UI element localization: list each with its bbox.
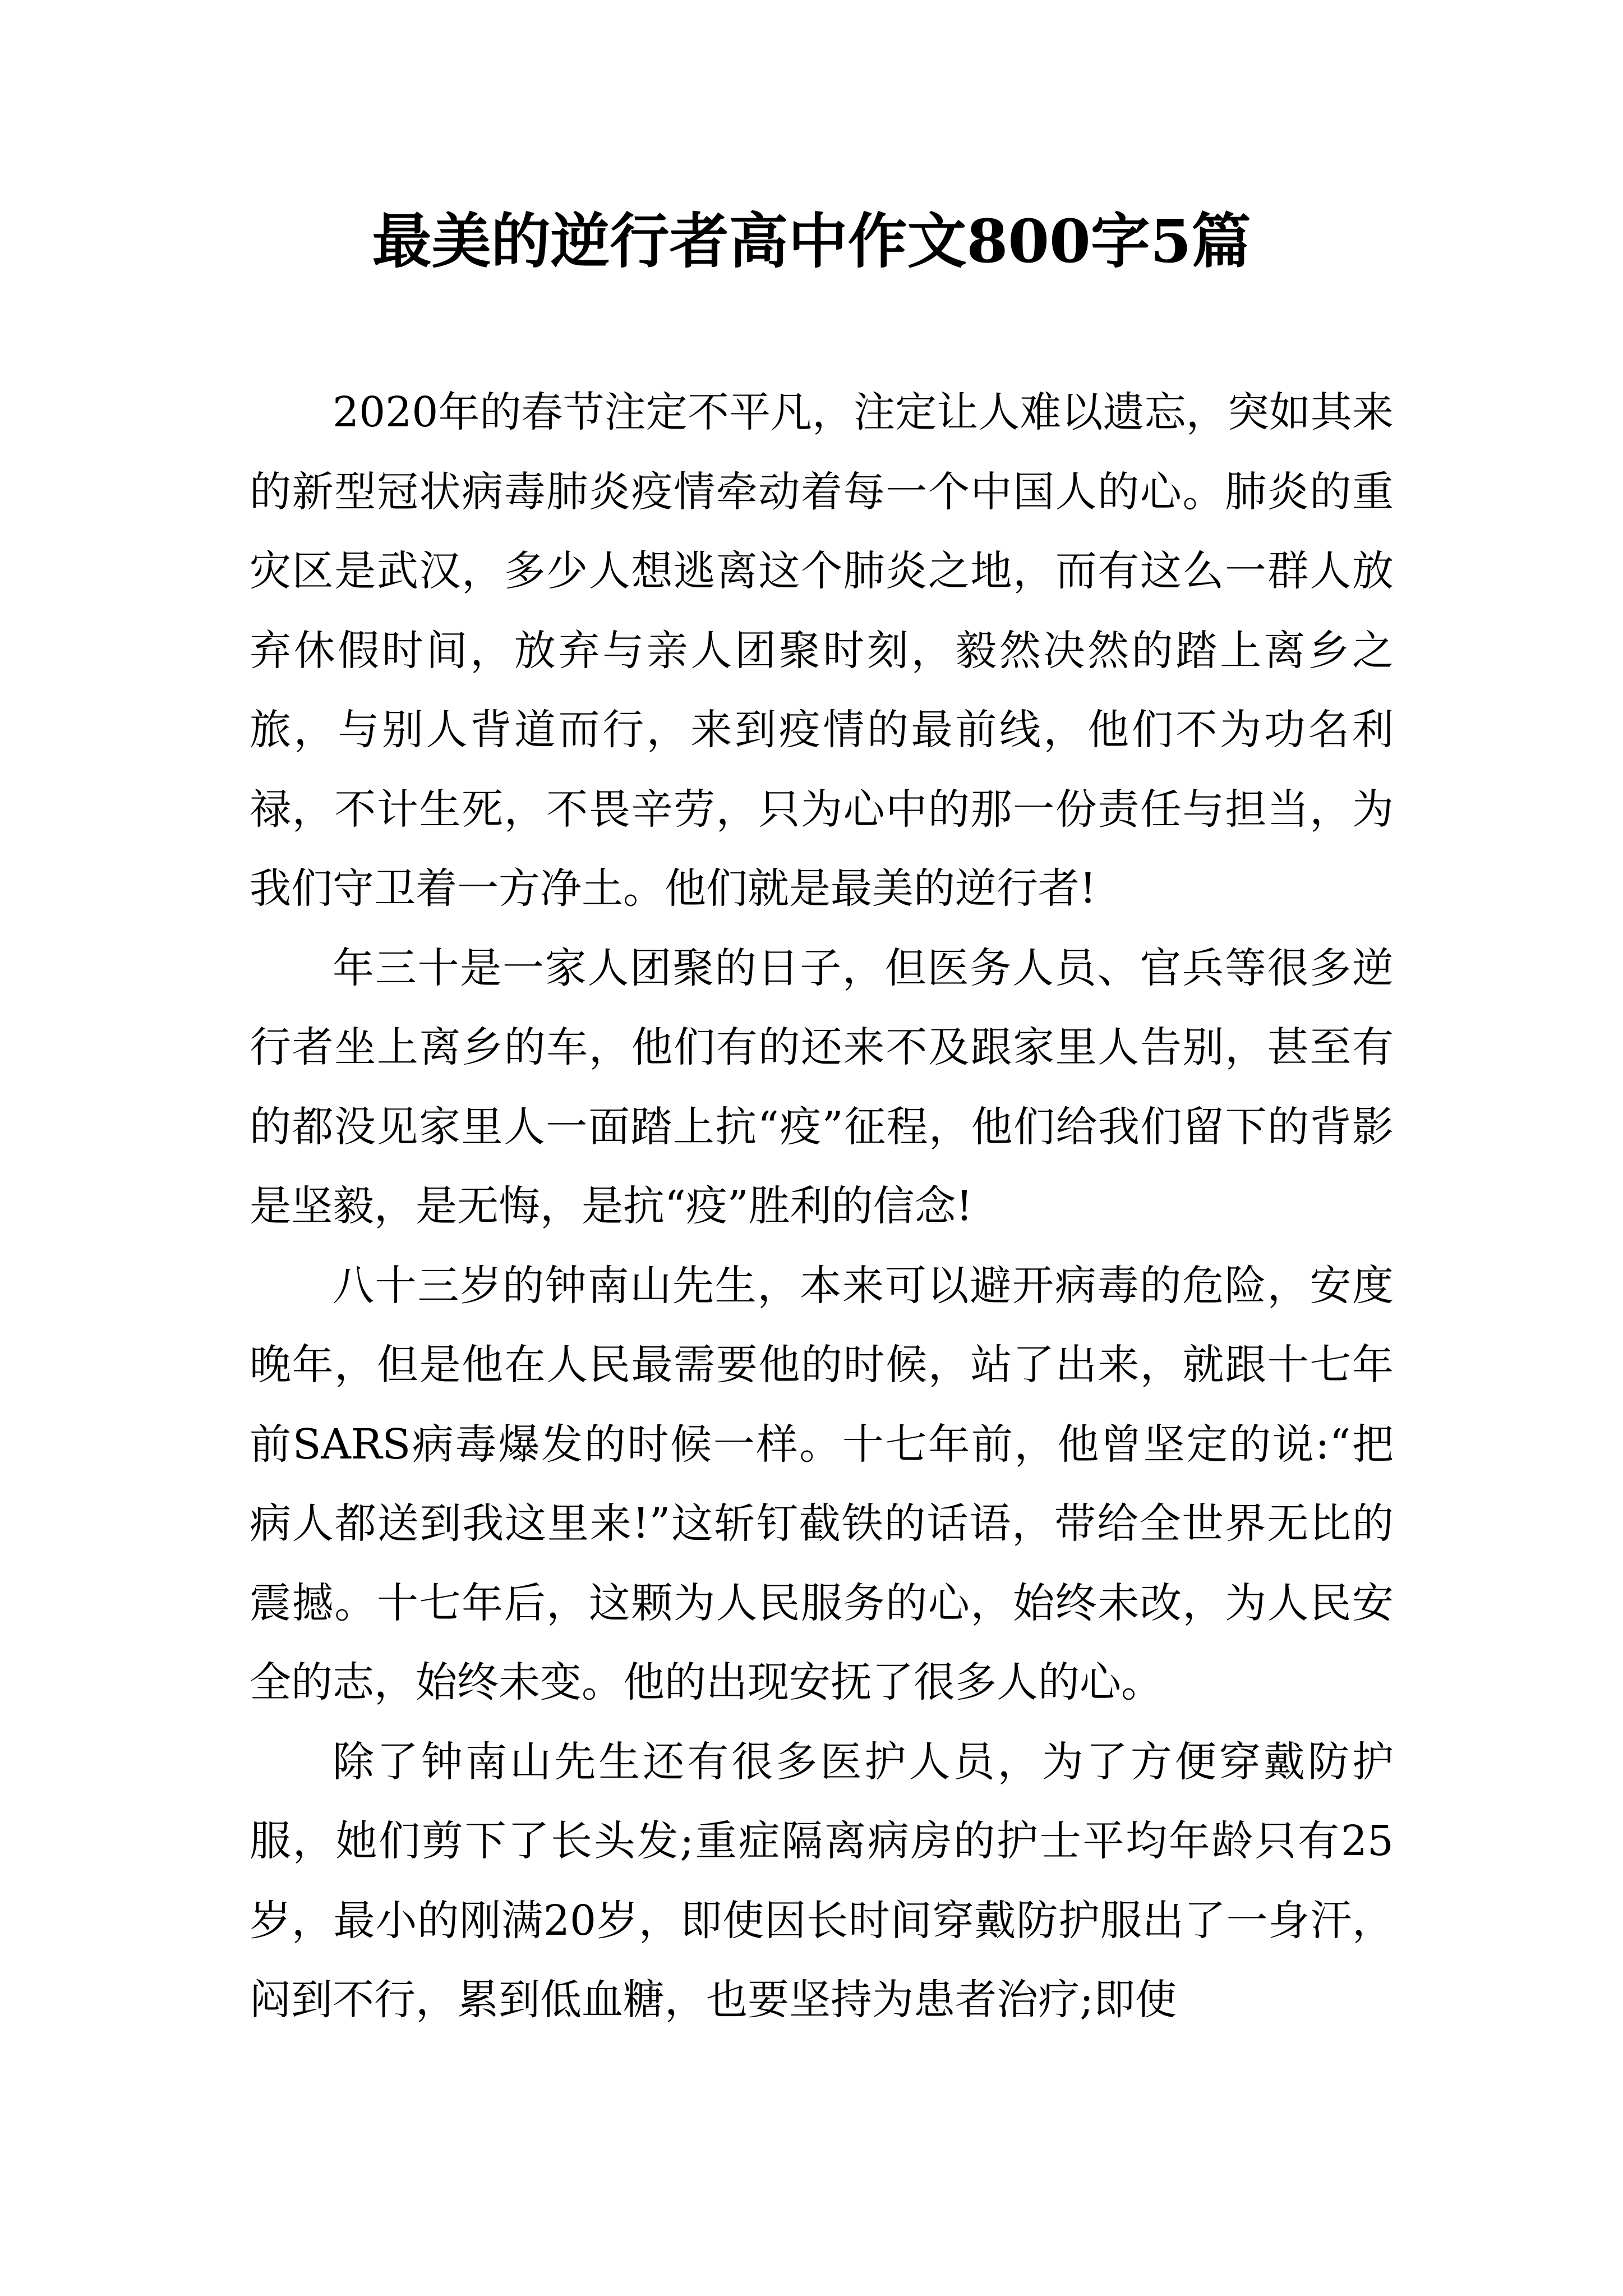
paragraph: 2020年的春节注定不平凡，注定让人难以遗忘，突如其来的新型冠状病毒肺炎疫情牵动着每一个中国人的心。肺炎的重灾区是武汉，多少人想逃离这个肺炎之地，而有这么一群人放弃休假时间，放弃与亲人团聚时刻，毅然决然的踏上离乡之旅，与别人背道而行，来到疫情的最前线，他们不为功名利禄，不计生死，不畏辛劳，只为心中的那一份责任与担当，为我们守卫着一方净土。他们就是最美的逆行者!	[250, 388, 1394, 913]
paragraph: 年三十是一家人团聚的日子，但医务人员、官兵等很多逆行者坐上离乡的车，他们有的还来不及跟家里人告别，甚至有的都没见家里人一面踏上抗“疫”征程，他们给我们留下的背影是坚毅，是无悔，是抗“疫”胜利的信念!	[250, 944, 1394, 1230]
document-body	[250, 373, 1394, 2040]
paragraph: 除了钟南山先生还有很多医护人员，为了方便穿戴防护服，她们剪下了长头发;重症隔离病房的护士平均年龄只有25岁，最小的刚满20岁，即使因长时间穿戴防护服出了一身汗，闷到不行，累到低血糖，也要坚持为患者治疗;即使	[250, 1737, 1394, 2024]
document-title: 最美的逆行者高中作文800字5篇	[372, 206, 1251, 276]
paragraph: 八十三岁的钟南山先生，本来可以避开病毒的危险，安度晚年，但是他在人民最需要他的时候，站了出来，就跟十七年前SARS病毒爆发的时候一样。十七年前，他曾坚定的说:“把病人都送到我这里来!”这斩钉截铁的话语，带给全世界无比的震撼。十七年后，这颗为人民服务的心，始终未改，为人民安全的志，始终未变。他的出现安抚了很多人的心。	[250, 1261, 1394, 1706]
